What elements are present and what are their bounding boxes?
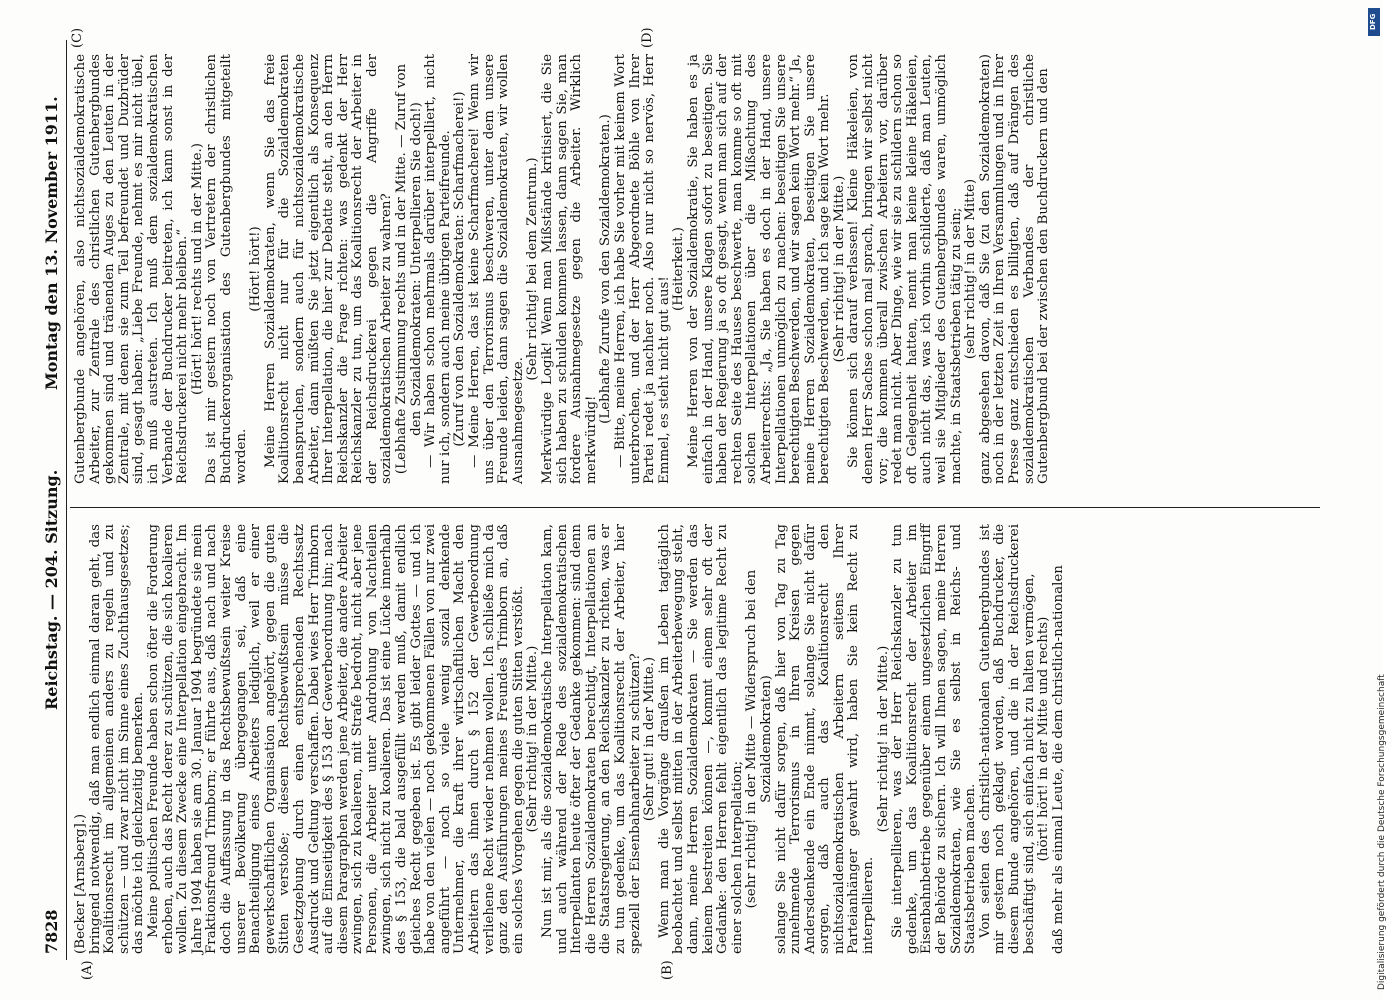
paragraph: — Wir haben schon mehrmals darüber interpelliert, nicht nur ich, sondern auch meine übrigen Parteifreunde. <box>423 54 453 484</box>
paragraph: Wenn man die Vorgänge draußen im Leben tagtäglich beobachtet und selbst mitten in der Arbeiterbewegung steht, dann, meine Herren Sozialdemokraten — Sie werden das keinem bestreiten können —, kommt einem sehr oft der Gedanke: den Herren fehlt eigentlich das legitime Recht zu einer solchen Interpellation; <box>656 524 745 954</box>
paragraph: solange Sie nicht dafür sorgen, daß hier von Tag zu Tag zunehmende Terrorismus in Ihren Kreisen gegen Andersdenkende ein Ende nimmt, solange Sie nicht dafür sorgen, daß auch das Koalitionsrecht den nichtsozialdemokratischen Arbeitern seitens Ihrer Parteianhänger gewahrt wird, haben Sie kein Recht zu interpellieren. <box>773 524 877 954</box>
interjection: (Lebhafte Zurufe von den Sozialdemokraten.) <box>598 114 614 424</box>
margin-marker-b: (B) <box>660 960 675 980</box>
interjection: (sehr richtig! in der Mitte — Widerspruch bei den Sozialdemokraten) <box>744 569 774 909</box>
paragraph: Nun ist mir, als die sozialdemokratische Interpellation kam, und auch während der Rede des sozialdemokratischen Interpellanten heute öfter der Gedanke gekommen: sind denn die Herren Sozialdemokraten berechtigt, Interpellationen an die Staatsregierung, an den Reichskanzler zu richten, was er zu tun gedenke, um das Koalitionsrecht der Arbeiter, hier speziell der Eisenbahnarbeiter zu schützen? <box>540 524 643 954</box>
left-column <box>74 524 1294 954</box>
paragraph: Von seiten des christlich-nationalen Gutenbergbundes ist mir gestern noch geklagt worden, daß Buchdrucker, die diesem Bunde angehören, und die in der Reichsdruckerei beschäftigt sind, sich einfach nicht zu halten vermögen, <box>977 524 1037 954</box>
running-head-left: Reichstag. — 204. Sitzung. <box>42 469 61 710</box>
paragraph: Sie interpellieren, was der Herr Reichskanzler zu tun gedenke, um das Koalitionsrecht der Arbeiter im Eisenbahnbetriebe gegenüber einem ungesetzlichen Eingriff der Behörde zu sichern. Ich will Ihnen sagen, meine Herren Sozialdemokraten, wie Sie es selbst in Reichs- und Staatsbetrieben machen. <box>890 524 979 954</box>
paragraph: (Becker [Arnsberg].) <box>73 813 88 954</box>
interjection: (Zuruf von den Sozialdemokraten: Scharfmacherei!) <box>452 91 468 447</box>
paragraph: Meine politischen Freunde haben schon öfter die Forderung erhoben, auch das Recht derer zu schützen, die sich koalieren wollen. Zu diesem Zwecke eine Interpellation eingebracht. Im Jahre 1904 haben sie am 30. Januar 1904 begründete sie mein Fraktionsfreund Trimborn; er führte aus, daß nach und nach doch die Auffassung in das Rechtsbewußtsein weiter Kreise unserer Bevölkerung übergegangen sei, daß eine Benachteiligung eines Arbeiters lediglich, weil er einer gewerkschaftlichen Organisation angehört, gegen die guten Sitten verstoße; diesem Rechtsbewußtsein müsse die Gesetzgebung durch einen entsprechenden Rechtssatz Ausdruck und Geltung verschaffen. Dabei wies Herr Trimborn auf die Einseitigkeit des § 153 der Gewerbeordnung hin; nach diesem Paragraphen werden jene Arbeiter, die andere Arbeiter zwingen, sich zu koalieren, mit Strafe bedroht, nicht aber jene Personen, die Arbeiter unter Androhung von Nachteilen zwingen, sich nicht zu koalieren. Das ist eine Lücke innerhalb des § 153, die bald ausgefüllt werden muß, damit endlich gleiches Recht gegeben ist. Es gibt leider Gottes — und ich habe von den vielen — noch gekommenen Fällen von nur zwei angeführt — noch so viele wenig sozial denkende Unternehmer, die kraft ihrer wirtschaftlichen Macht den Arbeitern das ihnen durch § 152 der Gewerbeordnung verliehene Recht wieder nehmen wollen. Ich schließe mich da ganz den Ausführungen meines Freundes Trimborn an, daß ein solches Vorgehen gegen die guten Sitten verstößt. <box>145 524 526 954</box>
digitization-note-text: Digitalisierung gefördert durch die Deutsche Forschungsgemeinschaft <box>1377 674 1387 990</box>
paragraph: daß mehr als einmal Leute, die dem christlich-nationalen <box>1050 565 1066 954</box>
paragraph: — Meine Herren, das ist keine Scharfmacherei! Wenn wir uns über den Terrorismus beschweren, unter dem unsere Freunde leiden, dann sagen die Sozialdemokraten, wir wollen Ausnahmegesetze. <box>467 54 526 484</box>
interjection: (hört! hört! in der Mitte und rechts) <box>1036 616 1052 862</box>
right-column <box>74 54 1294 484</box>
paragraph: Gutenbergbunde angehören, also nichtsozialdemokratische Arbeiter, zur Zentrale des christlichen Gutenbergbundes gekommen sind und tränenden Auges zu den Leuten in der Zentrale, mit denen sie zum Teil befreundet und Duzbrüder sind, gesagt haben: „Liebe Freunde, nehmt es mir nicht übel, ich muß austreten. Ich muß dem sozialdemokratischen Verbande der Buchdrucker beitreten, ich kann sonst in der Reichsdruckerei nicht mehr bleiben.“ <box>73 54 191 484</box>
running-head-right: Montag den 13. November 1911. <box>42 96 61 390</box>
paragraph: Sie können sich darauf verlassen! Kleine Häkeleien, von denen Herr Sachse schon mal sprach, bringen wir selbst nicht vor; die kommen überall zwischen Arbeitern vor, darüber redet man nicht. Aber Dinge, wie wir sie zu schildern schon so oft Gelegenheit hatten, nennt man keine kleine Häkeleien, auch nicht das, was ich vorhin schilderte, daß man Leuten, weil sie Mitglieder des Gutenbergbundes waren, unmöglich machte, in Staatsbetrieben tätig zu sein; <box>846 54 964 484</box>
dfg-logo: DFG <box>1368 8 1380 36</box>
paragraph: Merkwürdige Logik! Wenn man Mißstände kritisiert, die Sie sich haben zu schulden kommen lassen, dann sagen Sie, man fordere Ausnahmegesetze gegen die Arbeiter. Wirklich merkwürdig! <box>540 54 599 484</box>
margin-marker-c: (C) <box>70 27 85 48</box>
interjection: (Hört! hört! rechts und in der Mitte.) <box>189 143 205 396</box>
interjection: (Sehr richtig! bei dem Zentrum.) <box>525 157 541 381</box>
margin-marker-a: (A) <box>80 960 95 980</box>
interjection: (sehr richtig! in der Mitte) <box>963 178 979 360</box>
rotated-page-content <box>40 27 1340 980</box>
page-header <box>40 40 67 960</box>
paragraph: ganz abgesehen davon, daß Sie (zu den Sozialdemokraten) noch in der letzten Zeit in Ihren Versammlungen und in Ihrer Presse ganz entschieden es billigten, daß auf Drängen des sozialdemokratischen Verbandes der christliche Gutenbergbund bei der zwischen den Buchdruckern und den <box>977 54 1052 484</box>
interjection: (Sehr richtig! in der Mitte.) <box>875 645 891 833</box>
paragraph: Das ist mir gestern noch von Vertretern der christlichen Buchdruckerorganisation des Gutenbergbundes mitgeteilt worden. <box>204 54 249 484</box>
interjection: (Lebhafte Zustimmung rechts und in der Mitte. — Zuruf von den Sozialdemokraten: Unterpellieren Sie doch!) <box>394 63 424 475</box>
interjection: (Hört! hört!) <box>248 226 264 312</box>
interjection: (Heiterkeit.) <box>671 227 687 311</box>
column-divider <box>70 507 1320 508</box>
paragraph: Meine Herren Sozialdemokraten, wenn Sie das freie Koalitionsrecht nicht nur für die Sozialdemokraten beanspruchen, sondern auch für nichtsozialdemokratische Arbeiter, dann müßten Sie jetzt eigentlich als Konsequenz Ihrer Interpellation, die hier zur Debatte steht, an den Herrn Reichskanzler die Frage richten: was gedenkt der Herr Reichskanzler zu tun, um das Koalitionsrecht der Arbeiter in der Reichsdruckerei gegen die Angriffe der sozialdemokratischen Arbeiter zu wahren? <box>262 54 395 484</box>
paragraph: — Bitte, meine Herren, ich habe Sie vorher mit keinem Wort unterbrochen, und der Herr Abgeordnete Böhle von Ihrer Partei redet ja nachher noch. Also nur nicht so nervös, Herr Emmel, es steht nicht gut aus! <box>612 54 672 484</box>
interjection: (Sehr richtig! in der Mitte.) <box>525 645 541 833</box>
digitization-note <box>1365 10 1387 990</box>
paragraph: Meine Herren von der Sozialdemokratie, Sie haben es ja einfach in der Hand, unsere Klagen sofort zu beseitigen. Sie haben der Regierung ja so oft gesagt, wenn man sich auf der rechten Seite des Hauses beschwerte, man komme so oft mit solchen Interpellationen über die Mißachtung des Arbeiterrechts: „Ja, Sie haben es doch in der Hand, unsere Interpellationen unmöglich zu machen: beseitigen Sie unsere berechtigten Beschwerden, und wir sagen kein Wort mehr.“ Ja, meine Herren Sozialdemokraten, beseitigen Sie unsere berechtigten Beschwerden, und ich sage kein Wort mehr. <box>685 54 833 484</box>
paragraph: bringend notwendig, daß man endlich einmal daran geht, das Koalitionsrecht im allgemeinen anders zu regeln und zu schützen — und zwar nicht im Sinne eines Zuchthausgesetzes; das möchte ich gleichzeitig bemerken. <box>87 524 147 954</box>
interjection: (Sehr richtig! in der Mitte.) <box>831 175 847 363</box>
page-number: 7828 <box>42 909 61 954</box>
margin-marker-d: (D) <box>640 27 655 48</box>
interjection: (Sehr gut! in der Mitte.) <box>642 656 658 822</box>
